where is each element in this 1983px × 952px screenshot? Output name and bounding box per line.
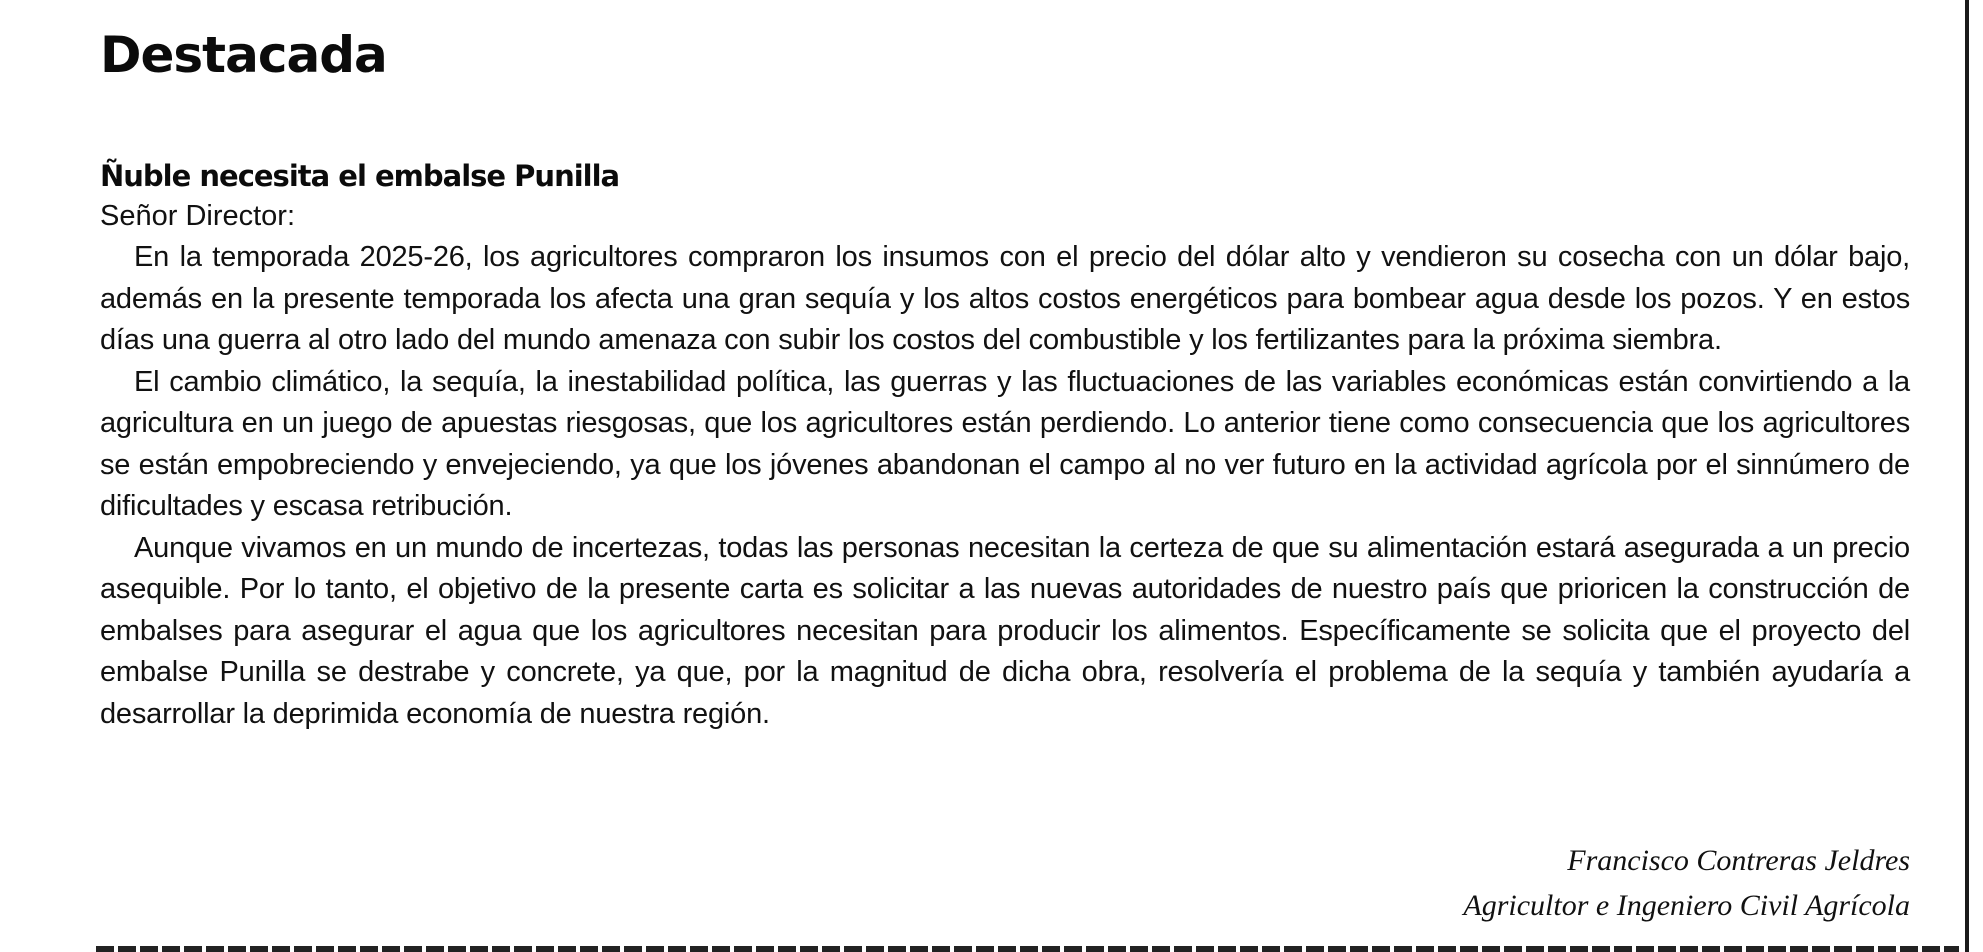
- letter-signature: [1463, 838, 1910, 928]
- letter-salutation: Señor Director:: [100, 200, 296, 232]
- letter-paragraph-2: El cambio climático, la sequía, la inestabilidad política, las guerras y las fluctuaciones de las variables económicas están convirtiendo a la agricultura en un juego de apuestas riesgosas, que los agricultores están perdiendo. Lo anterior tiene como consecuencia que los agricultores se están empobreciendo y envejeciendo, ya que los jóvenes abandonan el campo al no ver futuro en la actividad agrícola por el sinnúmero de dificultades y escasa retribución.: [100, 365, 1910, 522]
- letter-paragraph-1: En la temporada 2025-26, los agricultores compraron los insumos con el precio del dólar alto y vendieron su cosecha con un dólar bajo, además en la presente temporada los afecta una gran sequía y los altos costos energéticos para bombear agua desde los pozos. Y en estos días una guerra al otro lado del mundo amenaza con subir los costos del combustible y los fertilizantes para la próxima siembra.: [100, 241, 1910, 356]
- column-divider: [1965, 0, 1969, 952]
- author-name: Francisco Contreras Jeldres: [1567, 844, 1910, 877]
- letter-to-editor: [100, 156, 1910, 735]
- section-title: Destacada: [100, 26, 387, 84]
- bottom-divider: [96, 946, 1959, 952]
- letter-paragraph-3: Aunque vivamos en un mundo de incertezas, todas las personas necesitan la certeza de que su alimentación estará asegurada a un precio asequible. Por lo tanto, el objetivo de la presente carta es solicitar a las nuevas autoridades de nuestro país que prioricen la construcción de embalses para asegurar el agua que los agricultores necesitan para producir los alimentos. Específicamente se solicita que el proyecto del embalse Punilla se destrabe y concrete, ya que, por la magnitud de dicha obra, resolvería el problema de la sequía y también ayudaría a desarrollar la deprimida economía de nuestra región.: [100, 531, 1910, 730]
- author-role: Agricultor e Ingeniero Civil Agrícola: [1463, 889, 1910, 922]
- letter-headline: Ñuble necesita el embalse Punilla: [100, 159, 620, 193]
